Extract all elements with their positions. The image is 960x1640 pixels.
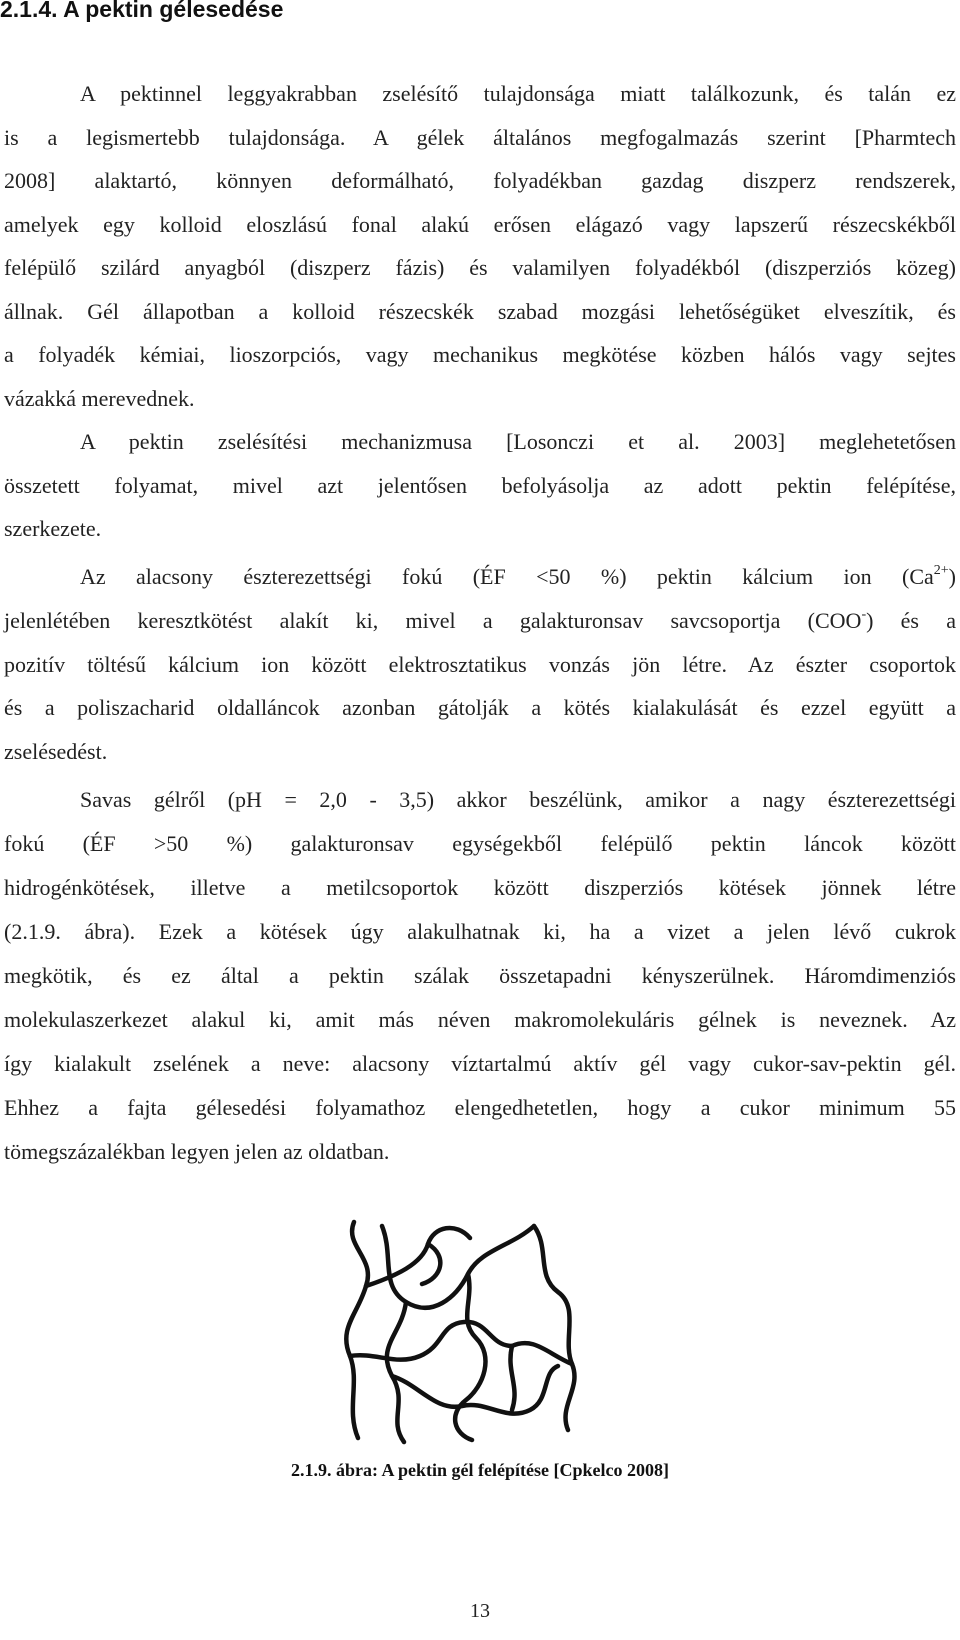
text-line xyxy=(4,607,956,635)
text-line: 2008] alaktartó, könnyen deformálható, folyadékban gazdag diszperz rendszerek, xyxy=(4,168,956,193)
text-line: hidrogénkötések, illetve a metilcsoportok között diszperziós kötések jönnek létre xyxy=(4,875,956,900)
text-line: pozitív töltésű kálcium ion között elektrosztatikus vonzás jön létre. Az észter csoportok xyxy=(4,652,956,677)
section-heading: 2.1.4. A pektin gélesedése xyxy=(0,0,284,22)
text-line: így kialakult zselének a neve: alacsony víztartalmú aktív gél vagy cukor-sav-pektin gél. xyxy=(4,1051,956,1076)
text-line: vázakká merevednek. xyxy=(4,386,195,411)
polymer-chain xyxy=(350,1322,512,1360)
text-run: ) és a xyxy=(866,608,956,633)
text-line: állnak. Gél állapotban a kolloid részecskék szabad mozgási lehetőségüket elveszítik, és xyxy=(4,299,956,324)
page-number: 13 xyxy=(470,1600,490,1622)
text-line: megkötik, és ez által a pektin szálak összetapadni kényszerülnek. Háromdimenziós xyxy=(4,963,956,988)
text-line: szerkezete. xyxy=(4,516,102,541)
text-line xyxy=(80,563,956,591)
text-line: A pektin zselésítési mechanizmusa [Losonczi et al. 2003] meglehetetősen xyxy=(80,429,956,454)
text-line: (2.1.9. ábra). Ezek a kötések úgy alakulhatnak ki, ha a vizet a jelen lévő cukrok xyxy=(4,919,956,944)
text-line: összetett folyamat, mivel azt jelentősen befolyásolja az adott pektin felépítése, xyxy=(4,473,956,498)
text-run: jelenlétében keresztkötést alakít ki, mivel a galakturonsav savcsoportja (COO xyxy=(4,608,862,633)
superscript: - xyxy=(861,606,867,622)
polymer-chain xyxy=(366,1228,470,1286)
text-run: Az alacsony észterezettségi fokú (ÉF <50 %) pektin kálcium ion (Ca xyxy=(80,564,934,589)
text-line: tömegszázalékban legyen jelen az oldatban. xyxy=(4,1139,390,1164)
text-line: A pektinnel leggyakrabban zselésítő tulajdonsága miatt találkozunk, és talán ez xyxy=(80,81,956,106)
polymer-chain xyxy=(346,1222,368,1438)
figure-caption: 2.1.9. ábra: A pektin gél felépítése [Cpkelco 2008] xyxy=(291,1460,669,1480)
text-line: zselésedést. xyxy=(4,739,108,764)
polymer-chain xyxy=(455,1274,485,1440)
text-run: ) xyxy=(948,564,956,589)
polymer-chain xyxy=(387,1302,406,1442)
superscript: 2+ xyxy=(933,562,949,578)
pectin-gel-network-figure xyxy=(336,1216,596,1446)
polymer-chain xyxy=(510,1346,514,1410)
text-line: felépülő szilárd anyagból (diszperz fázis) és valamilyen folyadékból (diszperziós közeg) xyxy=(4,255,956,280)
text-line: a folyadék kémiai, lioszorpciós, vagy mechanikus megkötése közben hálós vagy sejtes xyxy=(4,342,956,367)
polymer-chain xyxy=(512,1343,572,1364)
text-line: fokú (ÉF >50 %) galakturonsav egységekből felépülő pektin láncok között xyxy=(4,831,956,856)
text-line: is a legismertebb tulajdonsága. A gélek általános megfogalmazás szerint [Pharmtech xyxy=(4,125,956,150)
text-line: Savas gélről (pH = 2,0 - 3,5) akkor beszélünk, amikor a nagy észterezettségi xyxy=(80,787,956,812)
text-line: és a poliszacharid oldalláncok azonban gátolják a kötés kialakulását és ezzel együtt a xyxy=(4,695,956,720)
text-line: Ehhez a fajta gélesedési folyamathoz elengedhetetlen, hogy a cukor minimum 55 xyxy=(4,1095,956,1120)
text-line: amelyek egy kolloid eloszlású fonal alakú erősen elágazó vagy lapszerű részecskékből xyxy=(4,212,956,237)
text-line: molekulaszerkezet alakul ki, amit más néven makromolekuláris gélnek is neveznek. Az xyxy=(4,1007,956,1032)
